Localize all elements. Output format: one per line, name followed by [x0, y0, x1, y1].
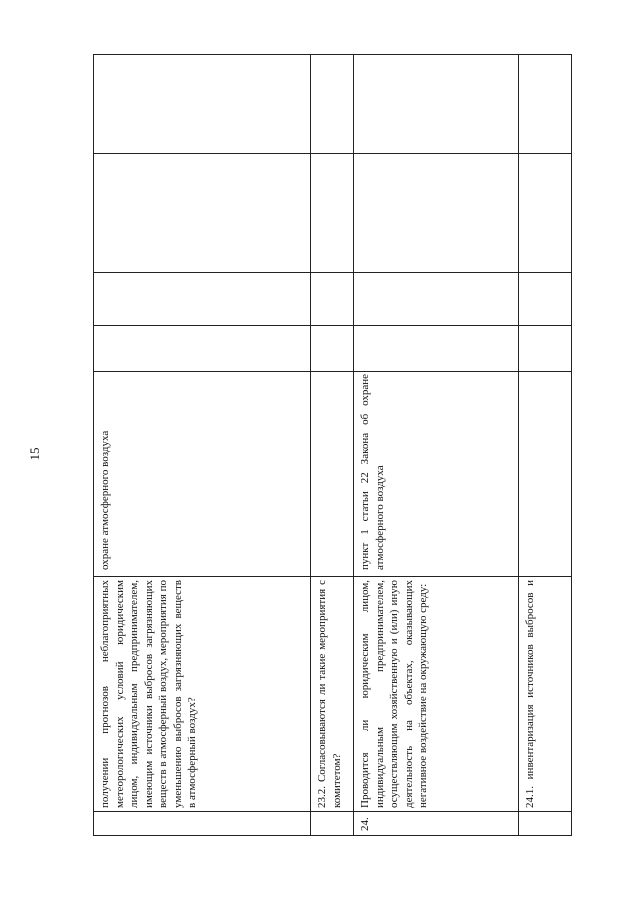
row-24-1-question: 24.1. инвентаризация источников выбросов и [524, 580, 536, 808]
row-divider-24-1 [518, 54, 519, 836]
table-line-legal-answers [93, 371, 572, 372]
table-border-top [93, 54, 572, 55]
table-line-answer-3 [93, 153, 572, 154]
row-23-1-question: получении прогнозов неблагоприятных метеорологических условий юридическим лицом, индивидуальным предпринимателем, имеющим источники выбросов загрязняющих веществ в атмосферный воздух, мероприятия по уменьшению выбросов загрязняющих веществ в атмосферный воздух? [99, 580, 198, 808]
row-divider-24 [353, 54, 354, 836]
table-border-right [571, 54, 572, 836]
row-24-question: Проводится ли юридическим лицом, индивидуальным предпринимателем, осуществляющим хозяйственную и (или) иную деятельность на объектах, оказывающих негативное воздействие на окружающую среду: [359, 580, 429, 808]
table-border-left [93, 54, 94, 836]
row-24-legal: пункт 1 статьи 22 Закона об охране атмосферного воздуха [359, 374, 386, 570]
table-border-bottom [93, 835, 572, 836]
row-24-number: 24. [359, 817, 371, 831]
row-divider-23-2 [310, 54, 311, 836]
table-line-number [93, 811, 572, 812]
row-23-2-question: 23.2. Согласовываются ли такие мероприятия с комитетом? [316, 580, 343, 808]
page-number: 15 [27, 447, 42, 461]
table-line-question-legal [93, 576, 572, 577]
table-line-answer-2 [93, 272, 572, 273]
row-23-1-legal: охране атмосферного воздуха [99, 430, 111, 570]
table-line-answer-1 [93, 325, 572, 326]
